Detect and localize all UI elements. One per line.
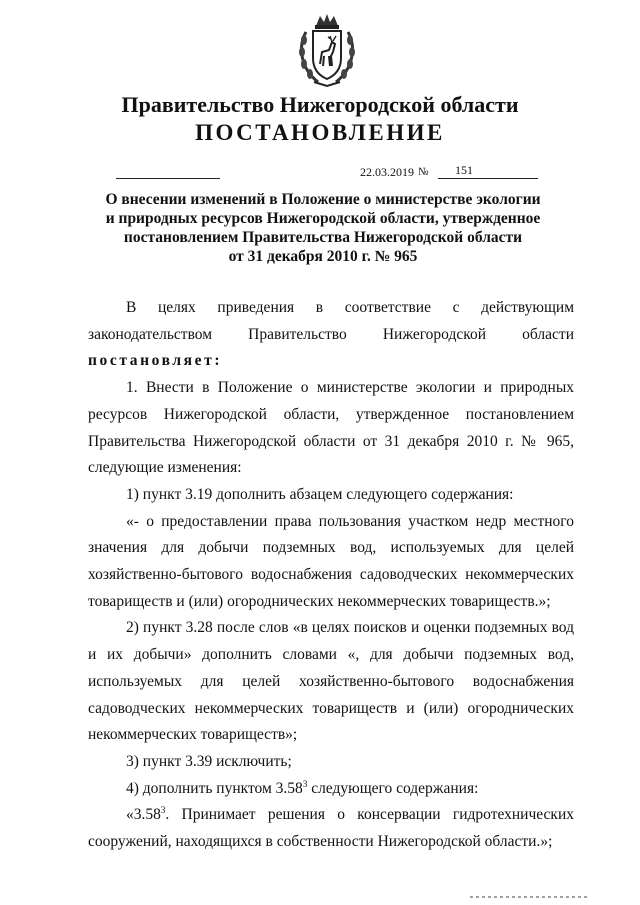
subitem-3: 3) пункт 3.39 исключить; [126,752,292,770]
scan-artifact [470,896,590,898]
subject-line: постановлением Правительства Нижегородской области [123,229,523,246]
number-label: № [418,166,429,178]
subitem-4-tail: следующего содержания: [307,779,479,797]
subitem-1: 1) пункт 3.19 дополнить абзацем следующего содержания: [126,485,514,503]
subitem-4-superscript: 3 [302,778,308,789]
decree-number: 151 [455,163,473,177]
intro-paragraph-line1: В целях приведения в соответствие с действующим [126,299,574,316]
decrees-word: постановляет: [88,352,223,370]
government-title: Правительство Нижегородской области [121,92,519,117]
item-1: 1. Внести в Положение о министерстве экологии и природных ресурсов Нижегородской области, утвержденное постановлением Правительства Нижегородской области от 31 декабря 2010 г. № 965, следующие изменения: [88,379,574,477]
decree-date: 22.03.2019 [360,165,414,179]
blank-line-left [116,178,220,179]
intro-paragraph-line2: законодательством Правительство Нижегородской области [88,325,574,343]
subitem-4-text: 4) дополнить пунктом 3.58 [126,779,303,797]
number-underline [438,178,538,179]
quote-superscript: 3 [160,805,166,816]
decree-body [88,295,574,856]
subject-line: и природных ресурсов Нижегородской области, утвержденное [105,210,541,227]
nizhny-novgorod-coat-of-arms-icon [296,12,358,88]
subject-line: от 31 декабря 2010 г. № 965 [228,248,418,265]
subject-line: О внесении изменений в Положение о министерстве экологии [105,191,541,208]
quote-number: «3.58 [126,806,161,824]
document-type-title: ПОСТАНОВЛЕНИЕ [195,120,445,145]
quote-text: . Принимает решения о консервации гидротехнических сооружений, находящихся в собственности Нижегородской области.»; [88,806,574,851]
subitem-4-quote [88,802,574,855]
subitem-1-quote: «- о предоставлении права пользования участком недр местного значения для добычи подземных вод, используемых для целей хозяйственно-бытового водоснабжения садоводческих некоммерческих товариществ и (или) огороднических некоммерческих товариществ.»; [88,512,574,610]
decree-subject [88,190,558,266]
subitem-2: 2) пункт 3.28 после слов «в целях поисков и оценки подземных вод и их добычи» дополнить словами «, для добычи подземных вод, используемых для целей хозяйственно-бытового водоснабжения садоводческих некоммерческих товариществ и (или) огороднических некоммерческих товариществ»; [88,619,574,744]
subitem-4 [88,776,574,803]
